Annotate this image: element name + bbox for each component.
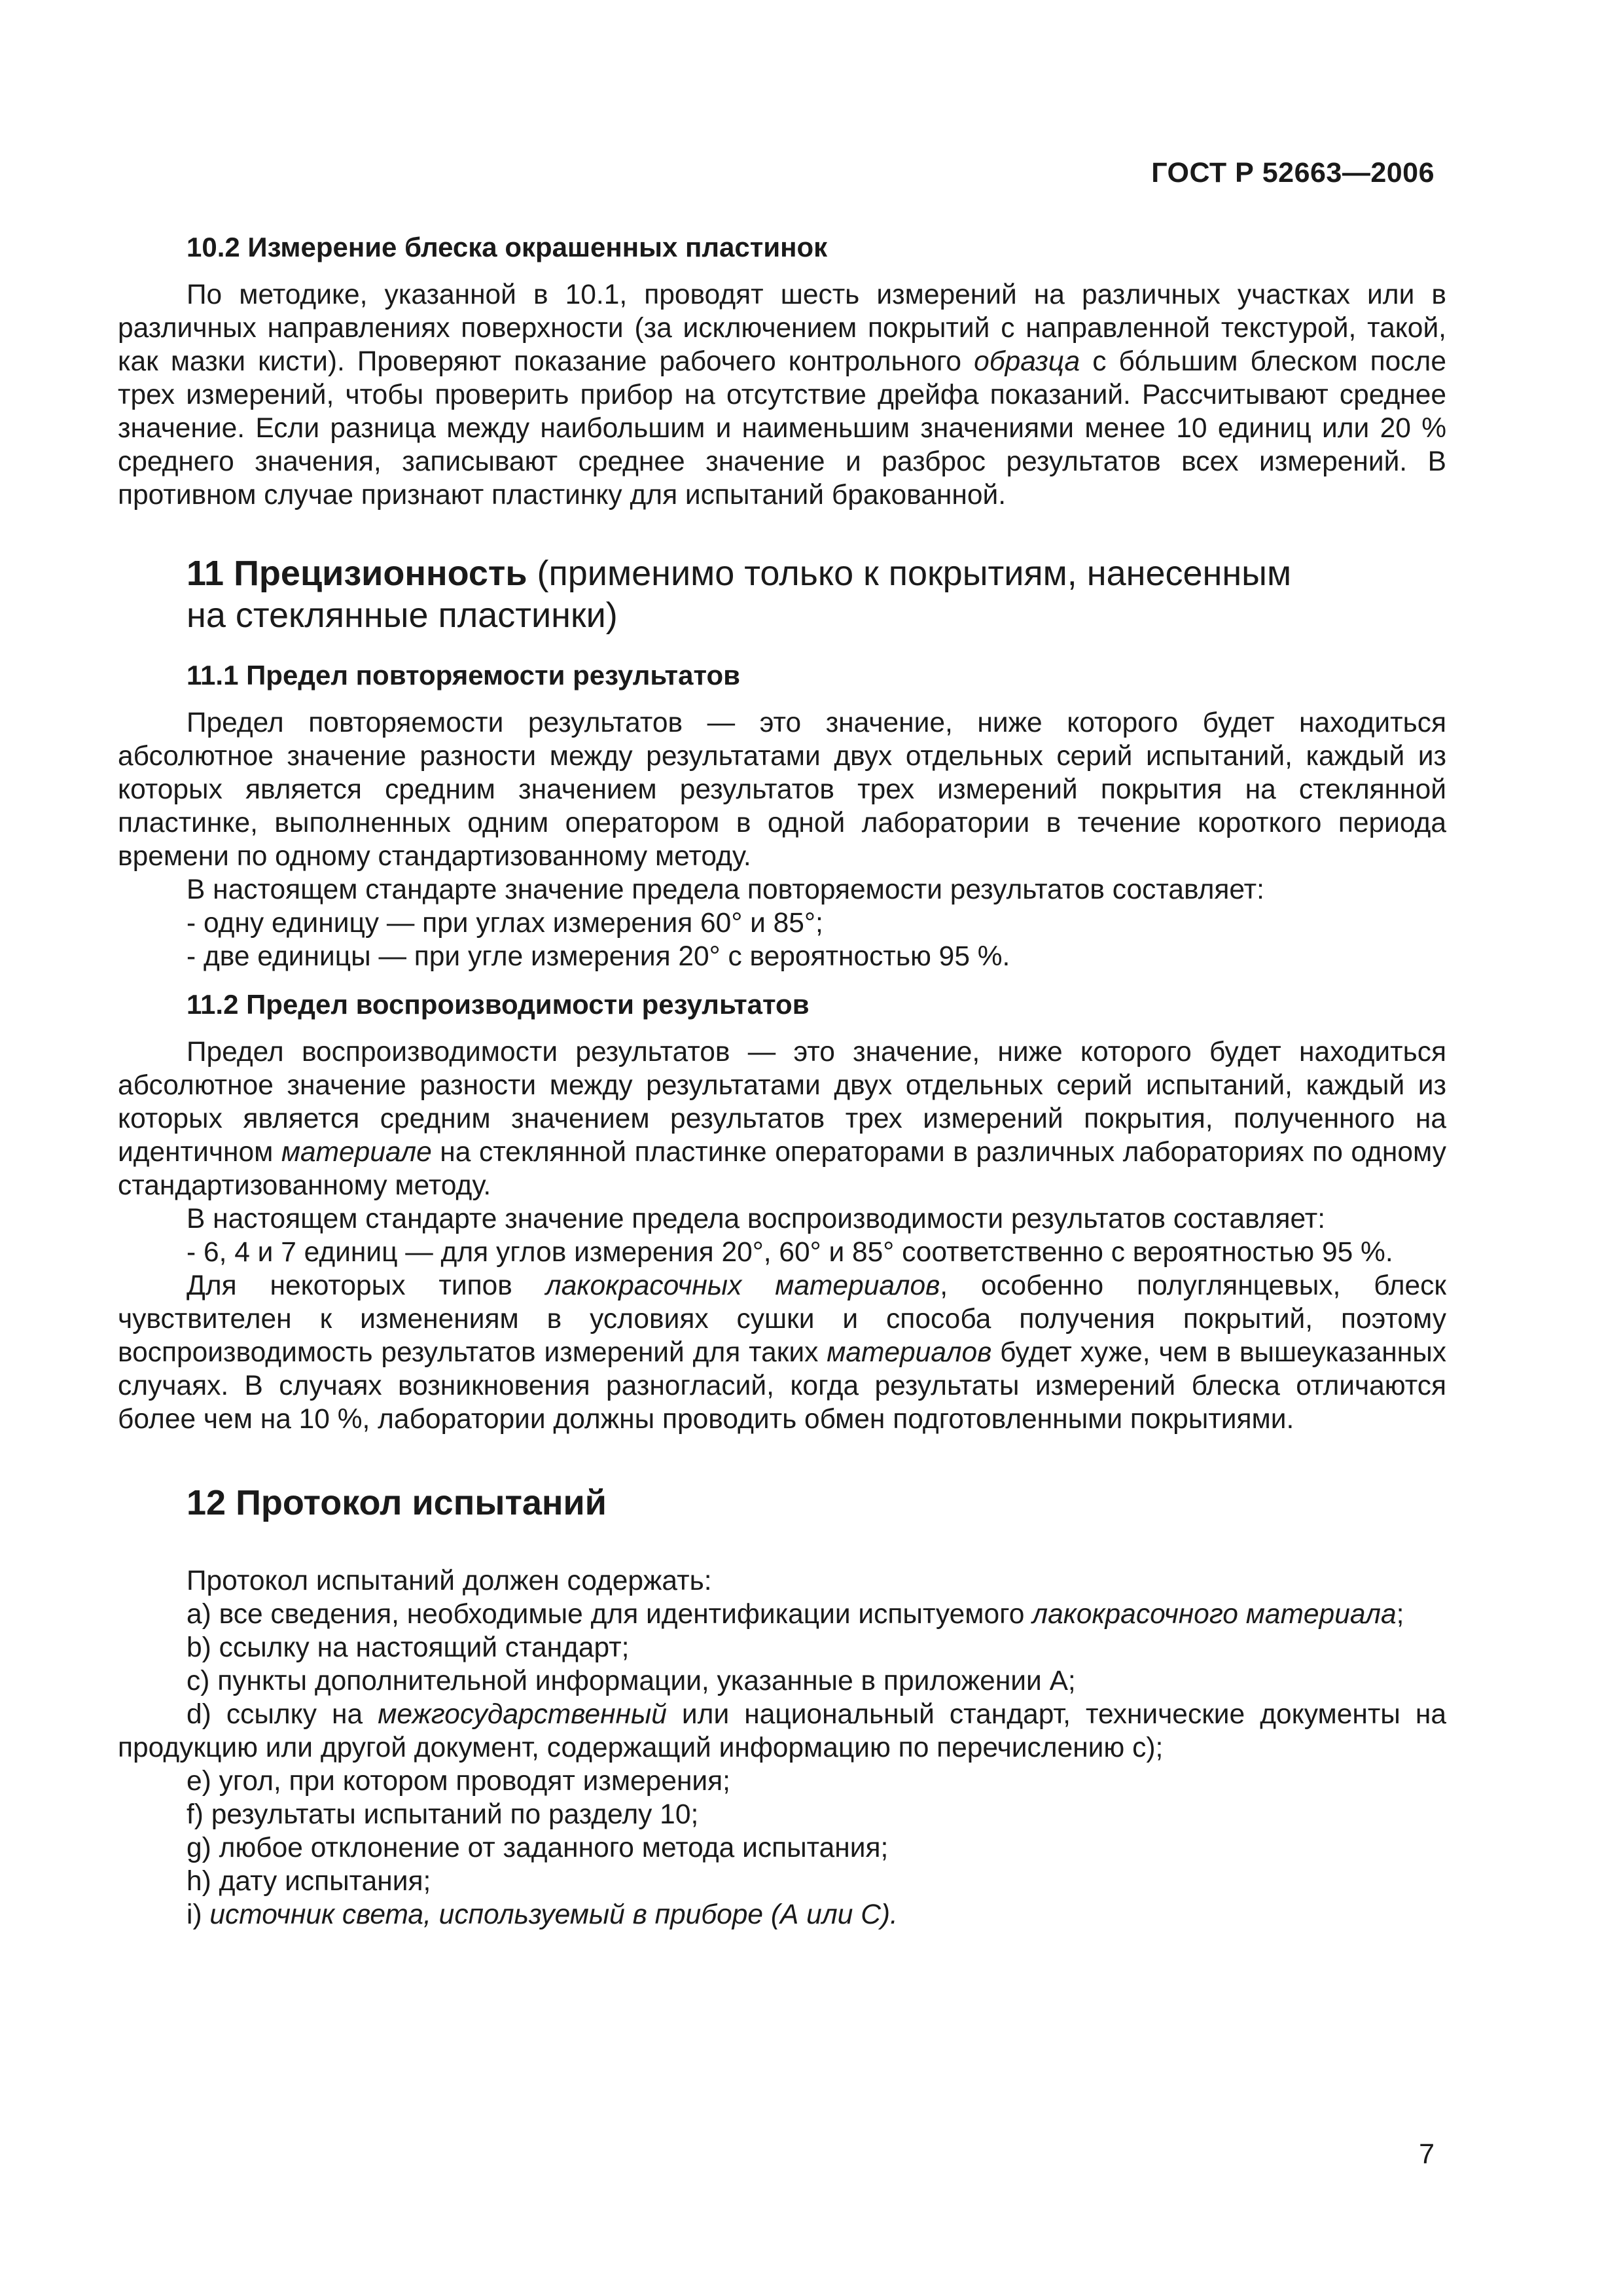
- section-11-2-paragraph: Предел воспроизводимости результатов — это значение, ниже которого будет находиться абсолютное значение разности между результатами двух отдельных серий испытаний, каждый из которых является средним значением результатов трех измерений покрытия, полученного на идентичном материале на стеклянной пластинке операторами в различных лабораториях по одному стандартизованному методу.: [118, 1037, 1446, 1201]
- standard-number-header: ГОСТ Р 52663—2006: [1151, 157, 1435, 188]
- section-12-heading: 12 Протокол испытаний: [187, 1483, 607, 1522]
- section-12-intro: Протокол испытаний должен содержать:: [187, 1566, 712, 1596]
- list-item: i) источник света, используемый в приборе (А или С).: [187, 1899, 898, 1930]
- list-item: h) дату испытания;: [187, 1866, 431, 1897]
- page-content: [118, 230, 1446, 1931]
- section-10-2-paragraph: По методике, указанной в 10.1, проводят шесть измерений на различных участках или в различных направлениях поверхности (за исключением покрытий с направленной текстурой, такой, как мазки кисти). Проверяют показание рабочего контрольного образца с бóльшим блеском после трех измерений, чтобы проверить прибор на отсутствие дрейфа показаний. Рассчитывают среднее значение. Если разница между наибольшим и наименьшим значениями менее 10 единиц или 20 % среднего значения, записывают среднее значение и разброс результатов всех измерений. В противном случае признают пластинку для испытаний бракованной.: [118, 279, 1446, 511]
- section-11-1-paragraph-2: В настоящем стандарте значение предела повторяемости результатов составляет:: [187, 874, 1264, 905]
- list-item: a) все сведения, необходимые для идентификации испытуемого лакокрасочного материала;: [187, 1599, 1404, 1630]
- section-11-1-paragraph: Предел повторяемости результатов — это значение, ниже которого будет находиться абсолютное значение разности между результатами двух отдельных серий испытаний, каждый из которых является средним значением результатов трех измерений покрытия на стеклянной пластинке, выполненных одним оператором в одной лаборатории в течение короткого периода времени по одному стандартизованному методу.: [118, 708, 1446, 872]
- section-11-heading: 11 Прецизионность (применимо только к покрытиям, нанесенным на стеклянные пластинки): [187, 554, 1292, 635]
- page-number: 7: [1419, 2138, 1435, 2170]
- list-item: g) любое отклонение от заданного метода испытания;: [187, 1833, 889, 1863]
- section-11-2-paragraph-2: В настоящем стандарте значение предела воспроизводимости результатов составляет:: [187, 1204, 1326, 1234]
- list-item: - две единицы — при угле измерения 20° с вероятностью 95 %.: [187, 941, 1010, 972]
- list-item: f) результаты испытаний по разделу 10;: [187, 1799, 699, 1830]
- section-11-2-heading: 11.2 Предел воспроизводимости результатов: [187, 989, 810, 1020]
- section-11-2-paragraph-3: Для некоторых типов лакокрасочных материалов, особенно полуглянцевых, блеск чувствителен к изменениям в условиях сушки и способа получения покрытий, поэтому воспроизводимость результатов измерений для таких материалов будет хуже, чем в вышеуказанных случаях. В случаях возникновения разногласий, когда результаты измерений блеска отличаются более чем на 10 %, лаборатории должны проводить обмен подготовленными покрытиями.: [118, 1270, 1447, 1435]
- list-item: e) угол, при котором проводят измерения;: [187, 1766, 730, 1797]
- list-item: b) ссылку на настоящий стандарт;: [187, 1632, 630, 1663]
- list-item: - одну единицу — при углах измерения 60° и 85°;: [187, 908, 823, 939]
- list-item: c) пункты дополнительной информации, указанные в приложении А;: [187, 1666, 1076, 1696]
- list-item: - 6, 4 и 7 единиц — для углов измерения 20°, 60° и 85° соответственно с вероятностью 95 %.: [187, 1237, 1393, 1268]
- section-11-1-heading: 11.1 Предел повторяемости результатов: [187, 660, 740, 691]
- list-item: d) ссылку на межгосударственный или национальный стандарт, технические документы на продукцию или другой документ, содержащий информацию по перечислению с);: [118, 1699, 1446, 1763]
- section-10-2-heading: 10.2 Измерение блеска окрашенных пластинок: [187, 232, 828, 262]
